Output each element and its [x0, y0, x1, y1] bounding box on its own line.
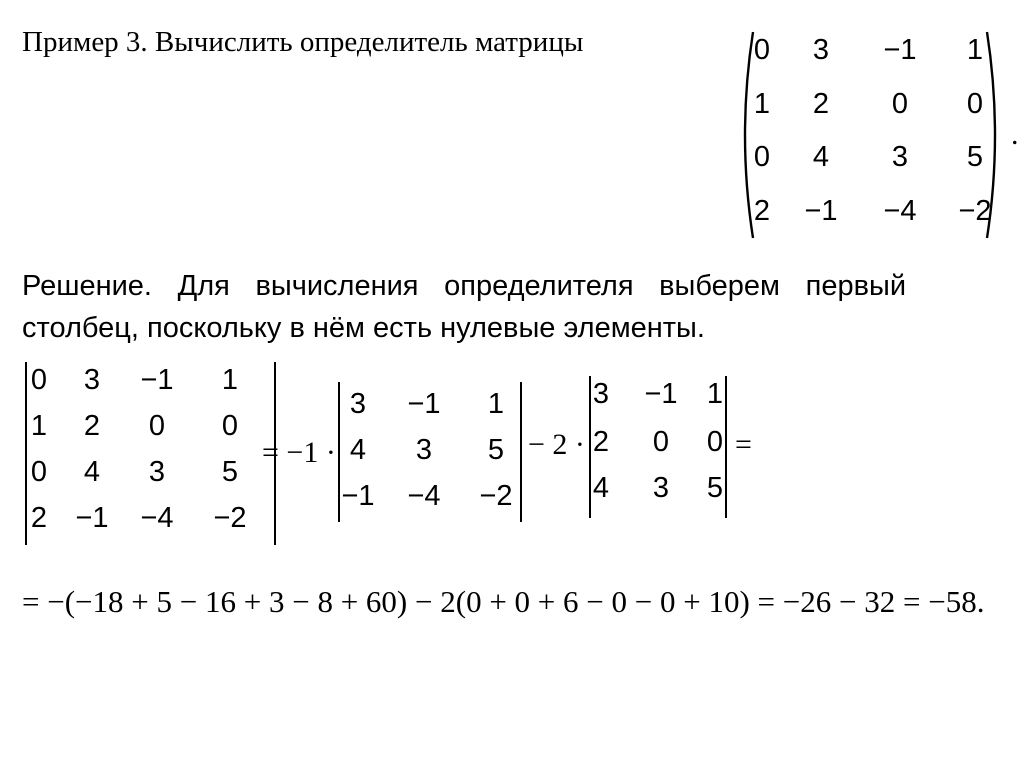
minor2-cell: 1 [706, 378, 724, 410]
matrix-cell: 1 [753, 88, 771, 120]
det-left-bar [25, 362, 27, 545]
matrix-cell: 0 [753, 141, 771, 173]
matrix-cell: −1 [883, 34, 917, 66]
matrix-cell: 2 [812, 88, 830, 120]
matrix-cell: 3 [812, 34, 830, 66]
matrix-end-period: . [1011, 118, 1019, 151]
matrix-cell: −4 [883, 195, 917, 227]
minor2-cell: 2 [592, 426, 610, 458]
det4-cell: −1 [140, 364, 174, 396]
matrix-cell: −1 [804, 195, 838, 227]
minor1-right-bar [520, 382, 522, 522]
solution-word: первый [805, 270, 907, 302]
minor2-cell: 5 [706, 472, 724, 504]
op-equals: = [735, 428, 752, 461]
det4-cell: 3 [148, 456, 166, 488]
left-paren [735, 30, 755, 240]
det4-cell: −4 [140, 502, 174, 534]
solution-word: определителя [444, 270, 634, 302]
matrix-cell: 0 [966, 88, 984, 120]
minor-2 [587, 376, 732, 518]
minor1-left-bar [338, 382, 340, 522]
det-4x4 [22, 360, 257, 545]
det4-cell: 3 [83, 364, 101, 396]
matrix-cell: 0 [753, 34, 771, 66]
solution-line-1 [22, 270, 906, 303]
minor1-cell: −1 [407, 388, 441, 420]
example-matrix [735, 30, 1005, 240]
minor2-left-bar [589, 376, 591, 518]
op-minus-two: − 2 · [528, 428, 585, 461]
det4-cell: 1 [221, 364, 239, 396]
det4-cell: 2 [30, 502, 48, 534]
minor2-right-bar [725, 376, 727, 518]
minor1-cell: 5 [487, 434, 505, 466]
minor1-cell: 3 [415, 434, 433, 466]
det4-cell: 0 [148, 410, 166, 442]
minor1-cell: 3 [349, 388, 367, 420]
det4-cell: 4 [83, 456, 101, 488]
det4-cell: −1 [75, 502, 109, 534]
matrix-cell: 3 [891, 141, 909, 173]
minor1-cell: −2 [479, 480, 513, 512]
minor2-cell: 0 [706, 426, 724, 458]
matrix-cell: 1 [966, 34, 984, 66]
minor2-cell: −1 [644, 378, 678, 410]
det4-cell: −2 [213, 502, 247, 534]
matrix-cell: 2 [753, 195, 771, 227]
det4-cell: 2 [83, 410, 101, 442]
det4-cell: 0 [30, 456, 48, 488]
matrix-cell: 0 [891, 88, 909, 120]
det4-cell: 0 [30, 364, 48, 396]
op-minus-one: = −1 · [262, 436, 336, 469]
det4-cell: 0 [221, 410, 239, 442]
matrix-cell: −2 [958, 195, 992, 227]
example-title: Пример 3. Вычислить определитель матрицы [22, 26, 584, 58]
result-equation: = −(−18 + 5 − 16 + 3 − 8 + 60) − 2(0 + 0 + 6 − 0 − 0 + 10) = −26 − 32 = −58. [22, 584, 985, 619]
solution-word: выберем [659, 270, 780, 302]
matrix-cell: 5 [966, 141, 984, 173]
solution-word: вычисления [255, 270, 419, 302]
matrix-cell: 4 [812, 141, 830, 173]
minor2-cell: 3 [592, 378, 610, 410]
minor1-cell: 1 [487, 388, 505, 420]
minor2-cell: 4 [592, 472, 610, 504]
minor2-cell: 0 [652, 426, 670, 458]
minor1-cell: −1 [341, 480, 375, 512]
solution-line-2: столбец, поскольку в нём есть нулевые элементы. [22, 312, 705, 344]
det4-cell: 1 [30, 410, 48, 442]
solution-word: Решение. [22, 270, 152, 302]
minor1-cell: 4 [349, 434, 367, 466]
minor1-cell: −4 [407, 480, 441, 512]
minor2-cell: 3 [652, 472, 670, 504]
solution-word: Для [177, 270, 230, 302]
det4-cell: 5 [221, 456, 239, 488]
minor-1 [336, 382, 526, 522]
